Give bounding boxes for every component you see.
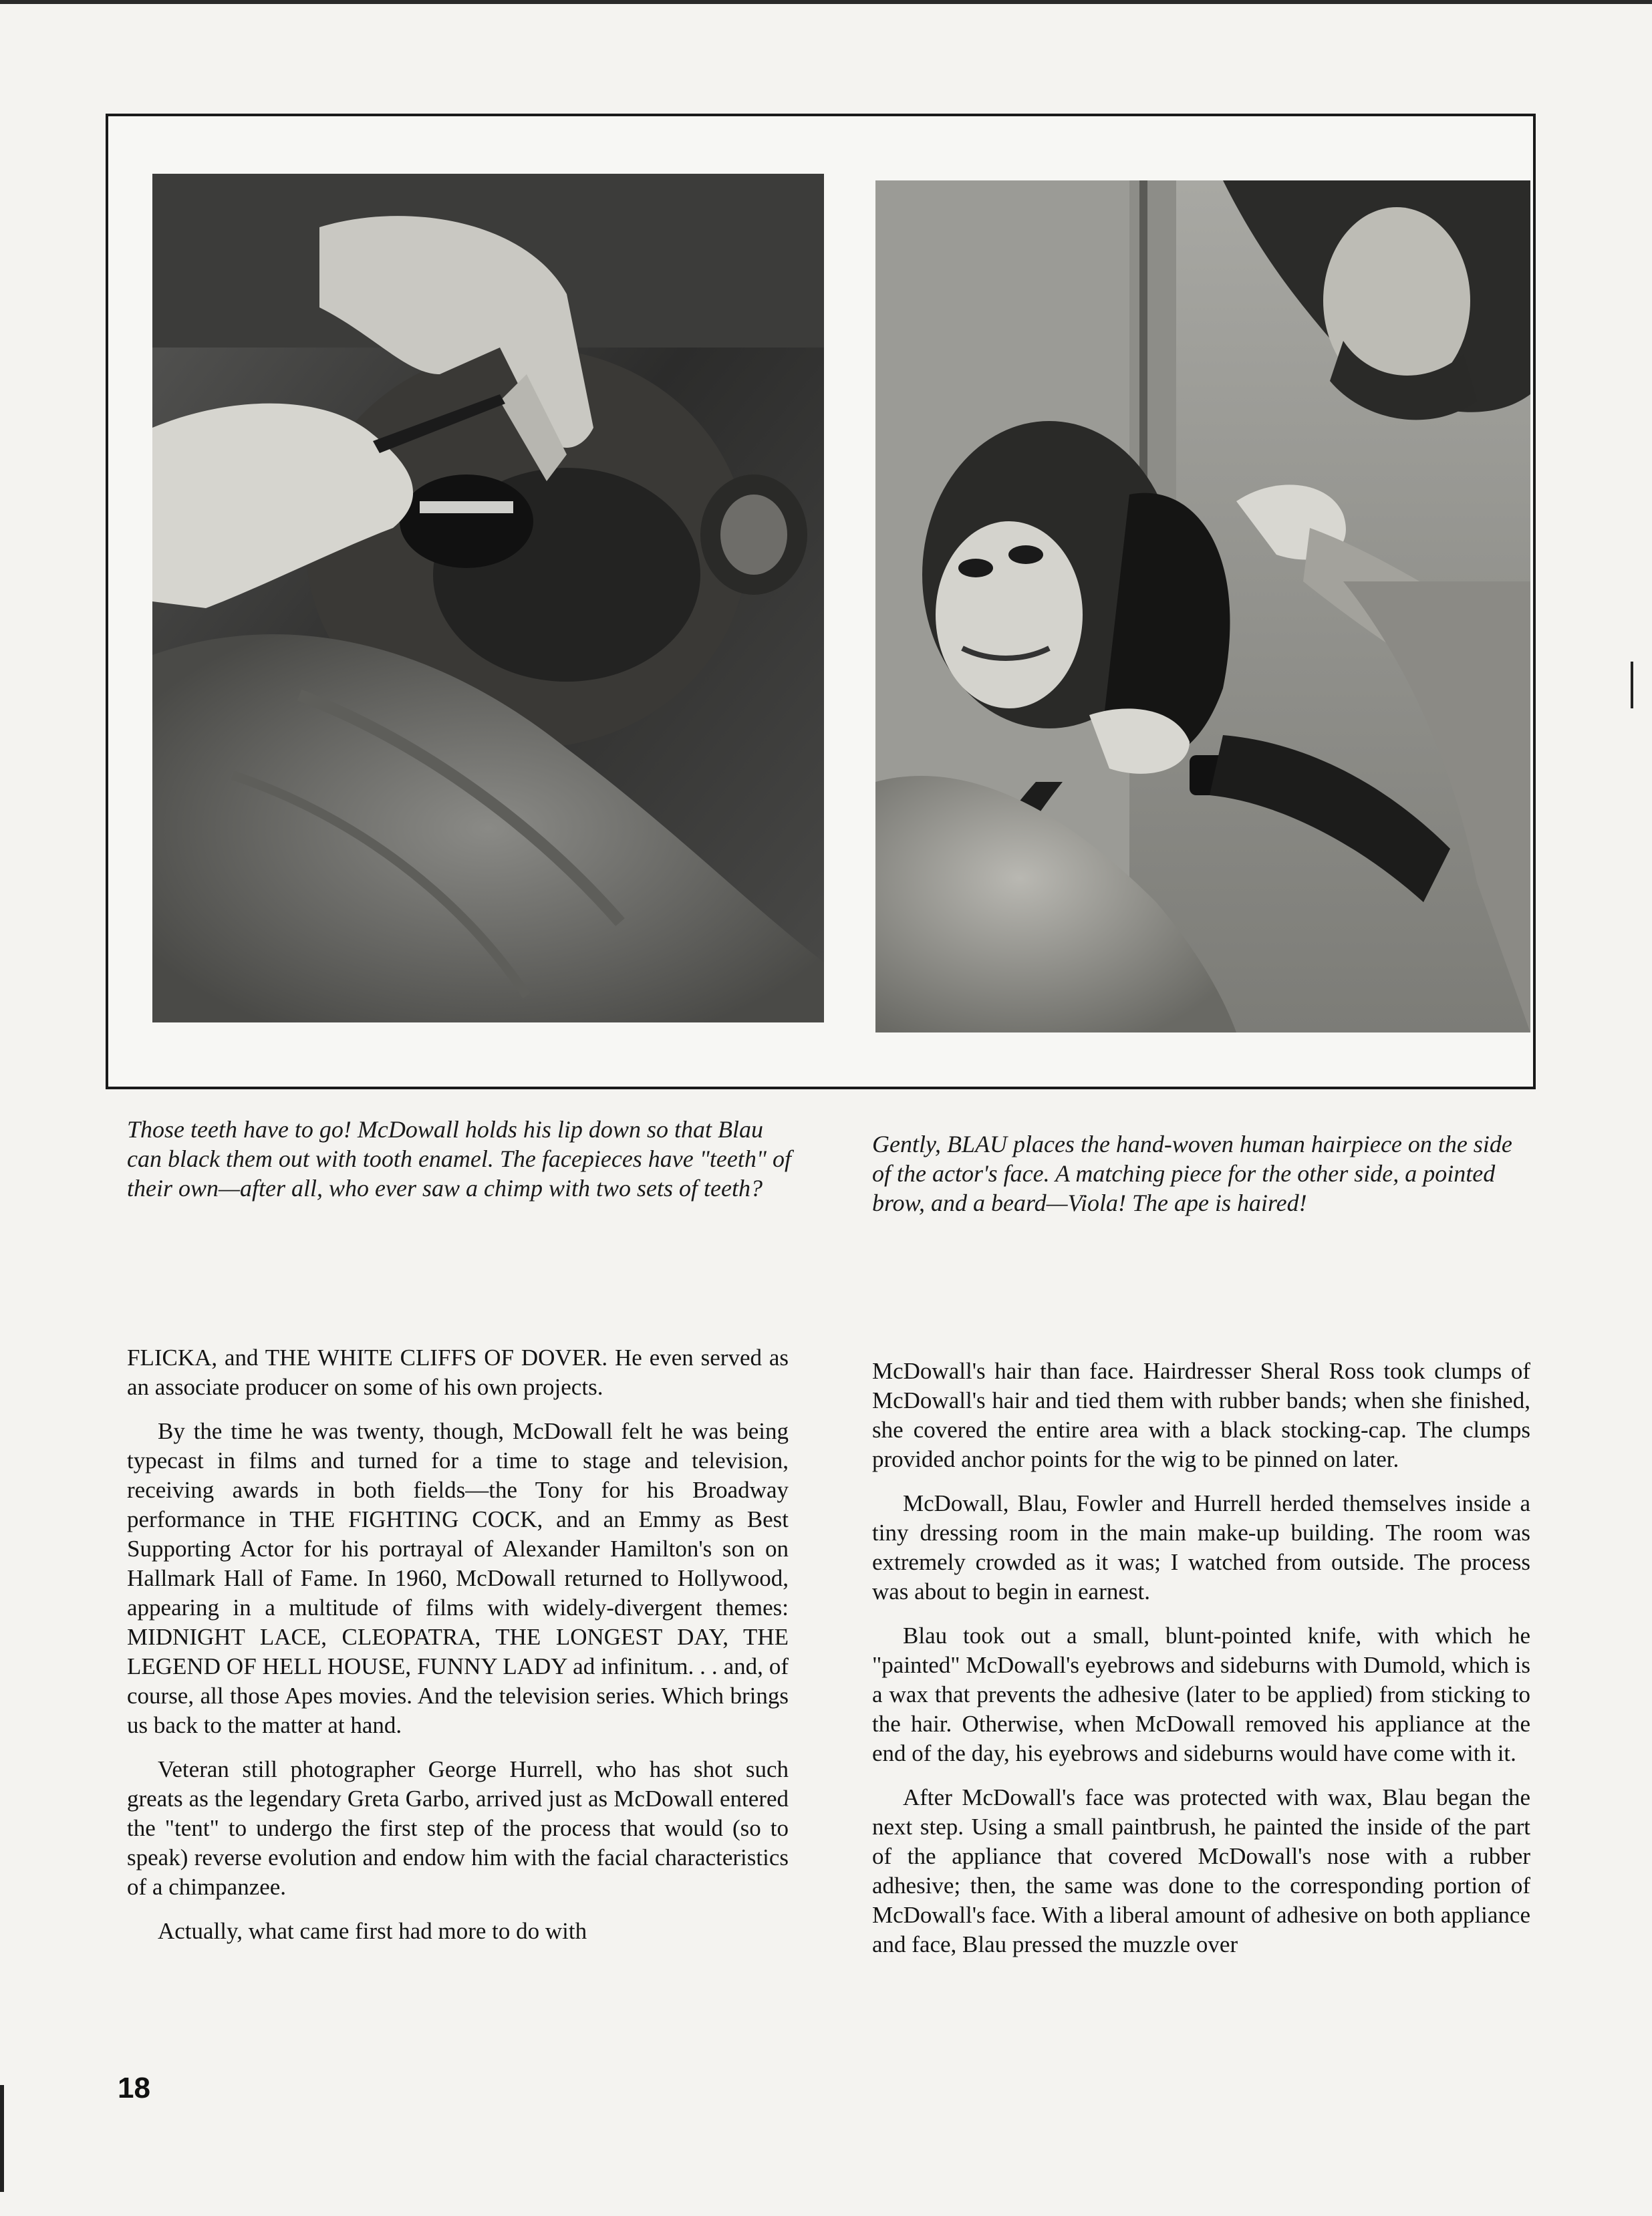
caption-left: Those teeth have to go! McDowall holds his lip down so that Blau can black them out with tooth enamel. The facepieces have "teeth" of their own—after all, who ever saw a chimp with two sets of teeth? bbox=[127, 1116, 791, 1202]
paragraph: By the time he was twenty, though, McDowall felt he was being typecast in films and turned for a time to stage and television, receiving awards in both fields—the Tony for his Broadway performance in THE FIGHTING COCK, and an Emmy as Best Supporting Actor for his portrayal of Alexander Hamilton's son on Hallmark Hall of Fame. In 1960, McDowall returned to Hollywood, appearing in a multitude of films with widely-divergent themes: MIDNIGHT LACE, CLEOPATRA, THE LONGEST DAY, THE LEGEND OF HELL HOUSE, FUNNY LADY ad infinitum. . . and, of course, all those Apes movies. And the television series. Which brings us back to the matter at hand. bbox=[127, 1418, 789, 1738]
photo-hairpiece bbox=[875, 180, 1530, 1032]
binding-mark bbox=[0, 2085, 4, 2192]
top-rule bbox=[0, 0, 1652, 4]
paragraph: After McDowall's face was protected with wax, Blau began the next step. Using a small paintbrush, he painted the inside of the part of the appliance that covered McDowall's nose with a rubber adhesive; then, the same was done to the corresponding portion of McDowall's face. With a liberal amount of adhesive on both appliance and face, Blau pressed the muzzle over bbox=[872, 1784, 1530, 1957]
page-number: 18 bbox=[118, 2072, 150, 2104]
article-column-right bbox=[872, 1357, 1530, 1974]
paragraph: FLICKA, and THE WHITE CLIFFS OF DOVER. He even served as an associate producer on some of his own projects. bbox=[127, 1345, 789, 1400]
binding-mark bbox=[1631, 662, 1633, 708]
photo-makeup-teeth bbox=[152, 174, 824, 1022]
photo-makeup-teeth-icon bbox=[152, 174, 824, 1022]
paragraph: Veteran still photographer George Hurrell, who has shot such greats as the legendary Greta Garbo, arrived just as McDowall entered the "tent" to undergo the first step of the process that would (so to speak) reverse evolution and endow him with the facial characteristics of a chimpanzee. bbox=[127, 1756, 789, 1900]
paragraph: Blau took out a small, blunt-pointed knife, with which he "painted" McDowall's eyebrows and sideburns with Dumold, which is a wax that prevents the adhesive (later to be applied) from sticking to the hair. Otherwise, when McDowall removed his appliance at the end of the day, his eyebrows and sideburns would have come with it. bbox=[872, 1623, 1530, 1766]
paragraph: Actually, what came first had more to do with bbox=[158, 1918, 587, 1944]
article-column-left bbox=[127, 1343, 789, 1961]
paragraph: McDowall, Blau, Fowler and Hurrell herded themselves inside a tiny dressing room in the main make-up building. The room was extremely crowded as it was; I watched from outside. The process was about to begin in earnest. bbox=[872, 1490, 1530, 1605]
paragraph: McDowall's hair than face. Hairdresser Sheral Ross took clumps of McDowall's hair and tied them with rubber bands; when she finished, she covered the entire area with a black stocking-cap. The clumps provided anchor points for the wig to be pinned on later. bbox=[872, 1358, 1530, 1472]
photo-hairpiece-icon bbox=[875, 180, 1530, 1032]
caption-right: Gently, BLAU places the hand-woven human hairpiece on the side of the actor's face. A matching piece for the other side, a pointed brow, and a beard—Viola! The ape is haired! bbox=[872, 1131, 1512, 1216]
